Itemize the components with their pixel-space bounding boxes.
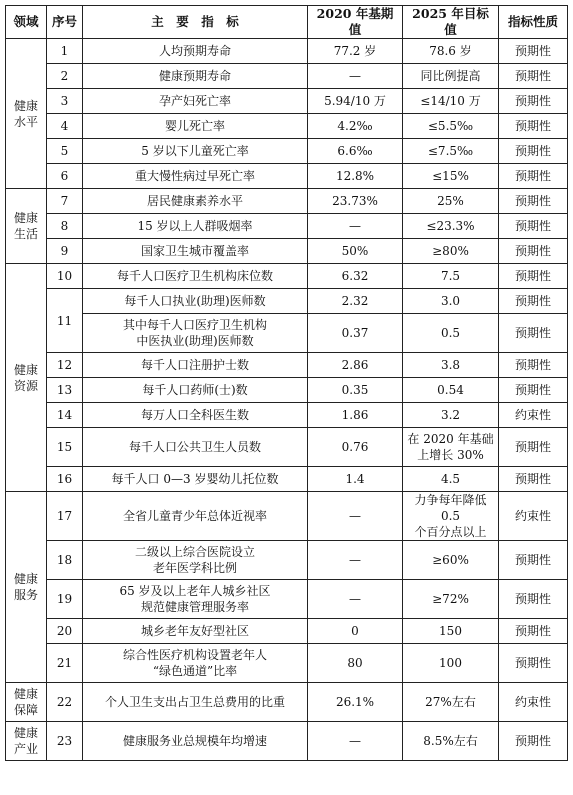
base-value-cell: — (308, 580, 403, 619)
target-value-cell: 78.6 岁 (403, 39, 499, 64)
target-value-cell: 100 (403, 644, 499, 683)
target-value-cell: 3.8 (403, 353, 499, 378)
number-cell: 21 (47, 644, 83, 683)
indicator-cell: 每千人口医疗卫生机构床位数 (83, 264, 308, 289)
target-value-cell: ≤15% (403, 164, 499, 189)
base-value-cell: 26.1% (308, 683, 403, 722)
table-row (6, 289, 568, 314)
indicator-cell: 国家卫生城市覆盖率 (83, 239, 308, 264)
indicator-cell: 每千人口公共卫生人员数 (83, 428, 308, 467)
nature-cell: 约束性 (499, 683, 568, 722)
nature-cell: 预期性 (499, 164, 568, 189)
indicator-cell: 人均预期寿命 (83, 39, 308, 64)
header-target-2025: 2025 年目标值 (403, 6, 499, 39)
base-value-cell: 0.76 (308, 428, 403, 467)
target-value-cell: 3.2 (403, 403, 499, 428)
base-value-cell: 5.94/10 万 (308, 89, 403, 114)
base-value-cell: — (308, 492, 403, 541)
table-row (6, 580, 568, 619)
base-value-cell: 50% (308, 239, 403, 264)
table-row (6, 189, 568, 214)
number-cell: 13 (47, 378, 83, 403)
target-value-cell: ≤14/10 万 (403, 89, 499, 114)
nature-cell: 预期性 (499, 467, 568, 492)
number-cell: 23 (47, 722, 83, 761)
header-indicator: 主 要 指 标 (83, 6, 308, 39)
nature-cell: 预期性 (499, 39, 568, 64)
table-row (6, 467, 568, 492)
target-value-cell: 7.5 (403, 264, 499, 289)
indicator-cell: 二级以上综合医院设立 老年医学科比例 (83, 541, 308, 580)
number-cell: 20 (47, 619, 83, 644)
nature-cell: 预期性 (499, 314, 568, 353)
indicator-cell: 其中每千人口医疗卫生机构 中医执业(助理)医师数 (83, 314, 308, 353)
target-value-cell: ≤5.5‰ (403, 114, 499, 139)
indicator-cell: 每千人口药师(士)数 (83, 378, 308, 403)
indicator-cell: 综合性医疗机构设置老年人 “绿色通道”比率 (83, 644, 308, 683)
table-row (6, 428, 568, 467)
base-value-cell: — (308, 64, 403, 89)
indicator-cell: 全省儿童青少年总体近视率 (83, 492, 308, 541)
table-row (6, 353, 568, 378)
indicator-cell: 健康服务业总规模年均增速 (83, 722, 308, 761)
nature-cell: 预期性 (499, 580, 568, 619)
nature-cell: 预期性 (499, 214, 568, 239)
indicator-cell: 每千人口注册护士数 (83, 353, 308, 378)
target-value-cell: 150 (403, 619, 499, 644)
table-row (6, 39, 568, 64)
nature-cell: 预期性 (499, 378, 568, 403)
target-value-cell: 在 2020 年基础 上增长 30% (403, 428, 499, 467)
indicator-cell: 5 岁以下儿童死亡率 (83, 139, 308, 164)
base-value-cell: 23.73% (308, 189, 403, 214)
indicator-cell: 孕产妇死亡率 (83, 89, 308, 114)
nature-cell: 预期性 (499, 353, 568, 378)
base-value-cell: 77.2 岁 (308, 39, 403, 64)
base-value-cell: 1.4 (308, 467, 403, 492)
nature-cell: 约束性 (499, 492, 568, 541)
nature-cell: 预期性 (499, 289, 568, 314)
domain-cell: 健康 服务 (6, 492, 47, 683)
target-value-cell: ≥60% (403, 541, 499, 580)
number-cell: 10 (47, 264, 83, 289)
table-row (6, 164, 568, 189)
table-row (6, 114, 568, 139)
table-row (6, 378, 568, 403)
header-nature: 指标性质 (499, 6, 568, 39)
base-value-cell: 80 (308, 644, 403, 683)
number-cell: 15 (47, 428, 83, 467)
number-cell: 11 (47, 289, 83, 353)
number-cell: 8 (47, 214, 83, 239)
nature-cell: 约束性 (499, 403, 568, 428)
indicator-cell: 城乡老年友好型社区 (83, 619, 308, 644)
base-value-cell: 0.35 (308, 378, 403, 403)
number-cell: 18 (47, 541, 83, 580)
target-value-cell: 4.5 (403, 467, 499, 492)
target-value-cell: ≥72% (403, 580, 499, 619)
base-value-cell: 2.32 (308, 289, 403, 314)
base-value-cell: 1.86 (308, 403, 403, 428)
nature-cell: 预期性 (499, 114, 568, 139)
table-row (6, 644, 568, 683)
base-value-cell: 6.32 (308, 264, 403, 289)
indicator-cell: 每千人口执业(助理)医师数 (83, 289, 308, 314)
target-value-cell: ≥80% (403, 239, 499, 264)
number-cell: 1 (47, 39, 83, 64)
base-value-cell: 0 (308, 619, 403, 644)
target-value-cell: ≤7.5‰ (403, 139, 499, 164)
number-cell: 14 (47, 403, 83, 428)
table-row (6, 403, 568, 428)
domain-cell: 健康 生活 (6, 189, 47, 264)
nature-cell: 预期性 (499, 722, 568, 761)
indicator-cell: 重大慢性病过早死亡率 (83, 164, 308, 189)
nature-cell: 预期性 (499, 189, 568, 214)
number-cell: 22 (47, 683, 83, 722)
target-value-cell: 27%左右 (403, 683, 499, 722)
number-cell: 3 (47, 89, 83, 114)
number-cell: 5 (47, 139, 83, 164)
domain-cell: 健康 资源 (6, 264, 47, 492)
nature-cell: 预期性 (499, 89, 568, 114)
target-value-cell: 同比例提高 (403, 64, 499, 89)
header-domain: 领域 (6, 6, 47, 39)
table-row (6, 683, 568, 722)
target-value-cell: 力争每年降低 0.5 个百分点以上 (403, 492, 499, 541)
table-row (6, 619, 568, 644)
table-row (6, 89, 568, 114)
header-number: 序号 (47, 6, 83, 39)
header-base-2020: 2020 年基期值 (308, 6, 403, 39)
base-value-cell: — (308, 722, 403, 761)
nature-cell: 预期性 (499, 239, 568, 264)
table-row (6, 214, 568, 239)
indicator-cell: 每千人口 0—3 岁婴幼儿托位数 (83, 467, 308, 492)
indicator-cell: 65 岁及以上老年人城乡社区 规范健康管理服务率 (83, 580, 308, 619)
table-row (6, 314, 568, 353)
base-value-cell: 12.8% (308, 164, 403, 189)
number-cell: 4 (47, 114, 83, 139)
number-cell: 2 (47, 64, 83, 89)
indicator-cell: 婴儿死亡率 (83, 114, 308, 139)
table-header-row (6, 6, 568, 39)
number-cell: 6 (47, 164, 83, 189)
indicator-cell: 个人卫生支出占卫生总费用的比重 (83, 683, 308, 722)
base-value-cell: 0.37 (308, 314, 403, 353)
nature-cell: 预期性 (499, 64, 568, 89)
table-row (6, 492, 568, 541)
base-value-cell: — (308, 214, 403, 239)
nature-cell: 预期性 (499, 139, 568, 164)
domain-cell: 健康 产业 (6, 722, 47, 761)
target-value-cell: 0.5 (403, 314, 499, 353)
nature-cell: 预期性 (499, 428, 568, 467)
number-cell: 16 (47, 467, 83, 492)
domain-cell: 健康 保障 (6, 683, 47, 722)
indicator-cell: 每万人口全科医生数 (83, 403, 308, 428)
base-value-cell: — (308, 541, 403, 580)
table-row (6, 239, 568, 264)
indicator-cell: 居民健康素养水平 (83, 189, 308, 214)
nature-cell: 预期性 (499, 619, 568, 644)
indicator-table (5, 5, 568, 761)
number-cell: 17 (47, 492, 83, 541)
target-value-cell: 3.0 (403, 289, 499, 314)
indicator-cell: 健康预期寿命 (83, 64, 308, 89)
target-value-cell: 0.54 (403, 378, 499, 403)
target-value-cell: 8.5%左右 (403, 722, 499, 761)
table-row (6, 139, 568, 164)
number-cell: 12 (47, 353, 83, 378)
number-cell: 19 (47, 580, 83, 619)
base-value-cell: 2.86 (308, 353, 403, 378)
nature-cell: 预期性 (499, 264, 568, 289)
table-row (6, 541, 568, 580)
table-row (6, 722, 568, 761)
indicator-cell: 15 岁以上人群吸烟率 (83, 214, 308, 239)
nature-cell: 预期性 (499, 644, 568, 683)
target-value-cell: ≤23.3% (403, 214, 499, 239)
base-value-cell: 4.2‰ (308, 114, 403, 139)
base-value-cell: 6.6‰ (308, 139, 403, 164)
target-value-cell: 25% (403, 189, 499, 214)
table-row (6, 64, 568, 89)
nature-cell: 预期性 (499, 541, 568, 580)
table-row (6, 264, 568, 289)
domain-cell: 健康 水平 (6, 39, 47, 189)
number-cell: 9 (47, 239, 83, 264)
number-cell: 7 (47, 189, 83, 214)
